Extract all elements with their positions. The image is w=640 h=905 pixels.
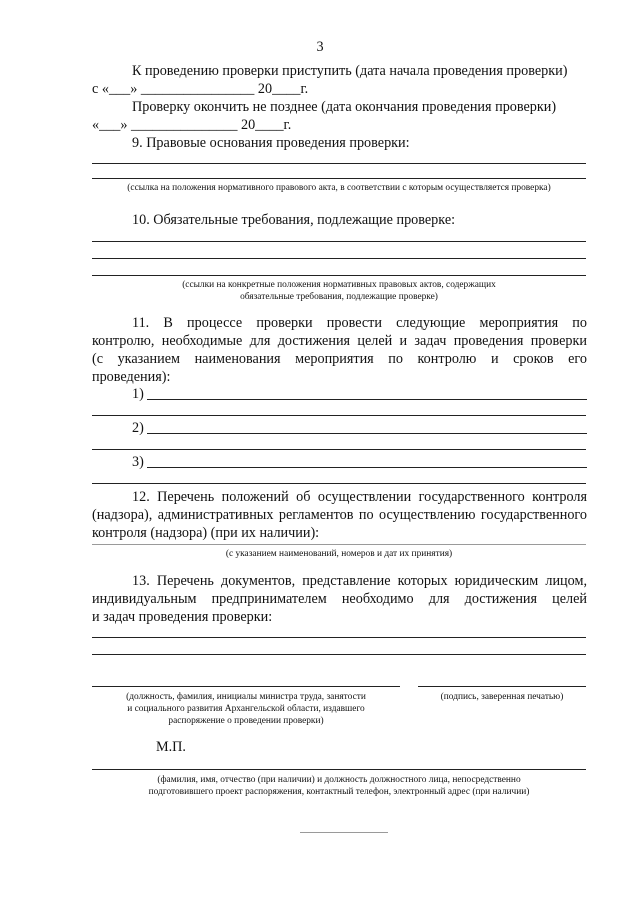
- preparer-line: [92, 769, 586, 770]
- section-10-line-1: [92, 241, 586, 242]
- page-number: 3: [316, 39, 324, 55]
- minister-caption-line-2: и социального развития Архангельской области, издавшего: [127, 704, 365, 714]
- section-9-note: (ссылка на положения нормативного правового акта, в соответствии с которым осуществляется проверка): [127, 183, 551, 193]
- preparer-caption-line-1: (фамилия, имя, отчество (при наличии) и должность должностного лица, непосредственно: [157, 775, 521, 785]
- activity-item-3-line-2: [92, 483, 586, 484]
- section-13-field-line-1: [92, 637, 586, 638]
- preparer-caption-line-2: подготовившего проект распоряжения, контактный телефон, электронный адрес (при наличии): [148, 787, 530, 797]
- section-9-line-2: [92, 178, 586, 179]
- section-12-line: [92, 544, 586, 545]
- minister-caption-line-1: (должность, фамилия, инициалы министра труда, занятости: [126, 692, 366, 702]
- minister-signature-line: [92, 686, 400, 687]
- activity-item-2-label: 2): [132, 420, 144, 436]
- end-date-label: Проверку окончить не позднее (дата окончания проведения проверки): [132, 99, 557, 115]
- activity-item-3-label: 3): [132, 454, 144, 470]
- minister-caption-line-3: распоряжение о проведении проверки): [168, 716, 324, 726]
- section-13-line-2: индивидуальным предпринимателем необходимо для достижения целей: [92, 591, 587, 607]
- activity-item-3-line: [147, 467, 587, 468]
- closing-separator: [300, 832, 388, 833]
- section-12-line-2: (надзора), административных регламентов по осуществлению государственного: [92, 507, 587, 523]
- start-date-label: К проведению проверки приступить (дата начала проведения проверки): [132, 63, 568, 79]
- section-13-line-1: 13. Перечень документов, представление которых юридическим лицом,: [132, 573, 587, 589]
- section-10-heading: 10. Обязательные требования, подлежащие проверке:: [132, 212, 456, 228]
- stamp-placeholder: М.П.: [156, 739, 186, 755]
- start-date-field: с «___» ________________ 20____г.: [92, 81, 309, 97]
- section-12-note: (с указанием наименований, номеров и дат их принятия): [225, 549, 453, 559]
- section-12-line-1: 12. Перечень положений об осуществлении государственного контроля: [132, 489, 587, 505]
- section-10-note-line-2: обязательные требования, подлежащие проверке): [240, 292, 438, 302]
- section-13-field-line-2: [92, 654, 586, 655]
- activity-item-2-line-2: [92, 449, 586, 450]
- activity-item-1-label: 1): [132, 386, 144, 402]
- signature-caption: (подпись, заверенная печатью): [440, 692, 564, 702]
- section-11-line-2: контролю, необходимые для достижения целей и задач проведения проверки: [92, 333, 587, 349]
- section-12-line-3: контроля (надзора) (при их наличии):: [92, 525, 320, 541]
- section-9-line-1: [92, 163, 586, 164]
- section-9-heading: 9. Правовые основания проведения проверки:: [132, 135, 410, 151]
- end-date-field: «___» _______________ 20____г.: [92, 117, 292, 133]
- section-11-line-4: проведения):: [92, 369, 171, 385]
- activity-item-2-line: [147, 433, 587, 434]
- section-10-note-line-1: (ссылки на конкретные положения нормативных правовых актов, содержащих: [182, 280, 496, 290]
- section-11-line-3: (с указанием наименования мероприятия по контролю и сроков его: [92, 351, 587, 367]
- activity-item-1-line: [147, 399, 587, 400]
- signature-line: [418, 686, 586, 687]
- section-10-line-2: [92, 258, 586, 259]
- section-13-line-3: и задач проведения проверки:: [92, 609, 273, 625]
- section-11-line-1: 11. В процессе проверки провести следующие мероприятия по: [132, 315, 587, 331]
- activity-item-1-line-2: [92, 415, 586, 416]
- section-10-line-3: [92, 275, 586, 276]
